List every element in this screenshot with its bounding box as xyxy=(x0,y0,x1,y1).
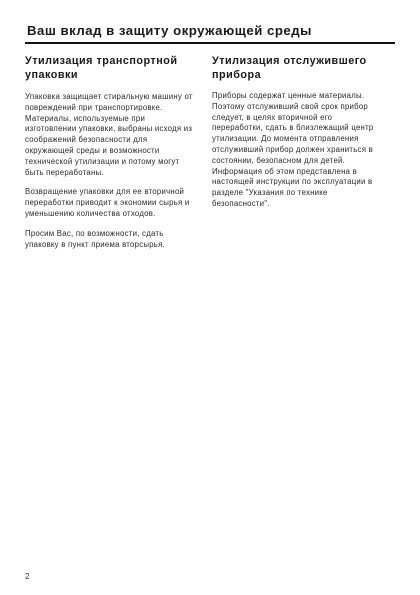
page-title: Ваш вклад в защиту окружающей среды xyxy=(27,23,312,38)
old-appliance-disposal-heading: Утилизация отслужившего прибора xyxy=(212,55,367,81)
page-number: 2 xyxy=(25,572,30,581)
packaging-disposal-section xyxy=(25,54,197,259)
packaging-paragraph-3: Просим Вас, по возможности, сдать упаковку в пункт приема вторсырья. xyxy=(25,228,165,249)
old-appliance-paragraph: Приборы содержат ценные материалы. Поэтому отслуживший свой срок прибор следует, в целях вторичной его переработки, сдать в близлежащий центр утилизации. До момента отправления отслуживший прибор должен храниться в состоянии, безопасном для детей. Информация об этом представлена в настоящей инструкции по эксплуатации в разделе "Указания по технике безопасности". xyxy=(212,91,374,208)
packaging-paragraph-1: Упаковка защищает стиральную машину от повреждений при транспортировке. Материалы, используемые при изготовлении упаковки, выбраны исходя из соображений безопасности для окружающей среды и возможности технической утилизации и потому могут быть переработаны. xyxy=(25,92,193,177)
packaging-disposal-heading: Утилизация транспортной упаковки xyxy=(25,55,178,81)
old-appliance-disposal-section xyxy=(212,54,384,219)
title-divider xyxy=(25,42,395,44)
packaging-paragraph-2: Возвращение упаковки для ее вторичной переработки приводит к экономии сырья и уменьшению количества отходов. xyxy=(25,187,190,218)
